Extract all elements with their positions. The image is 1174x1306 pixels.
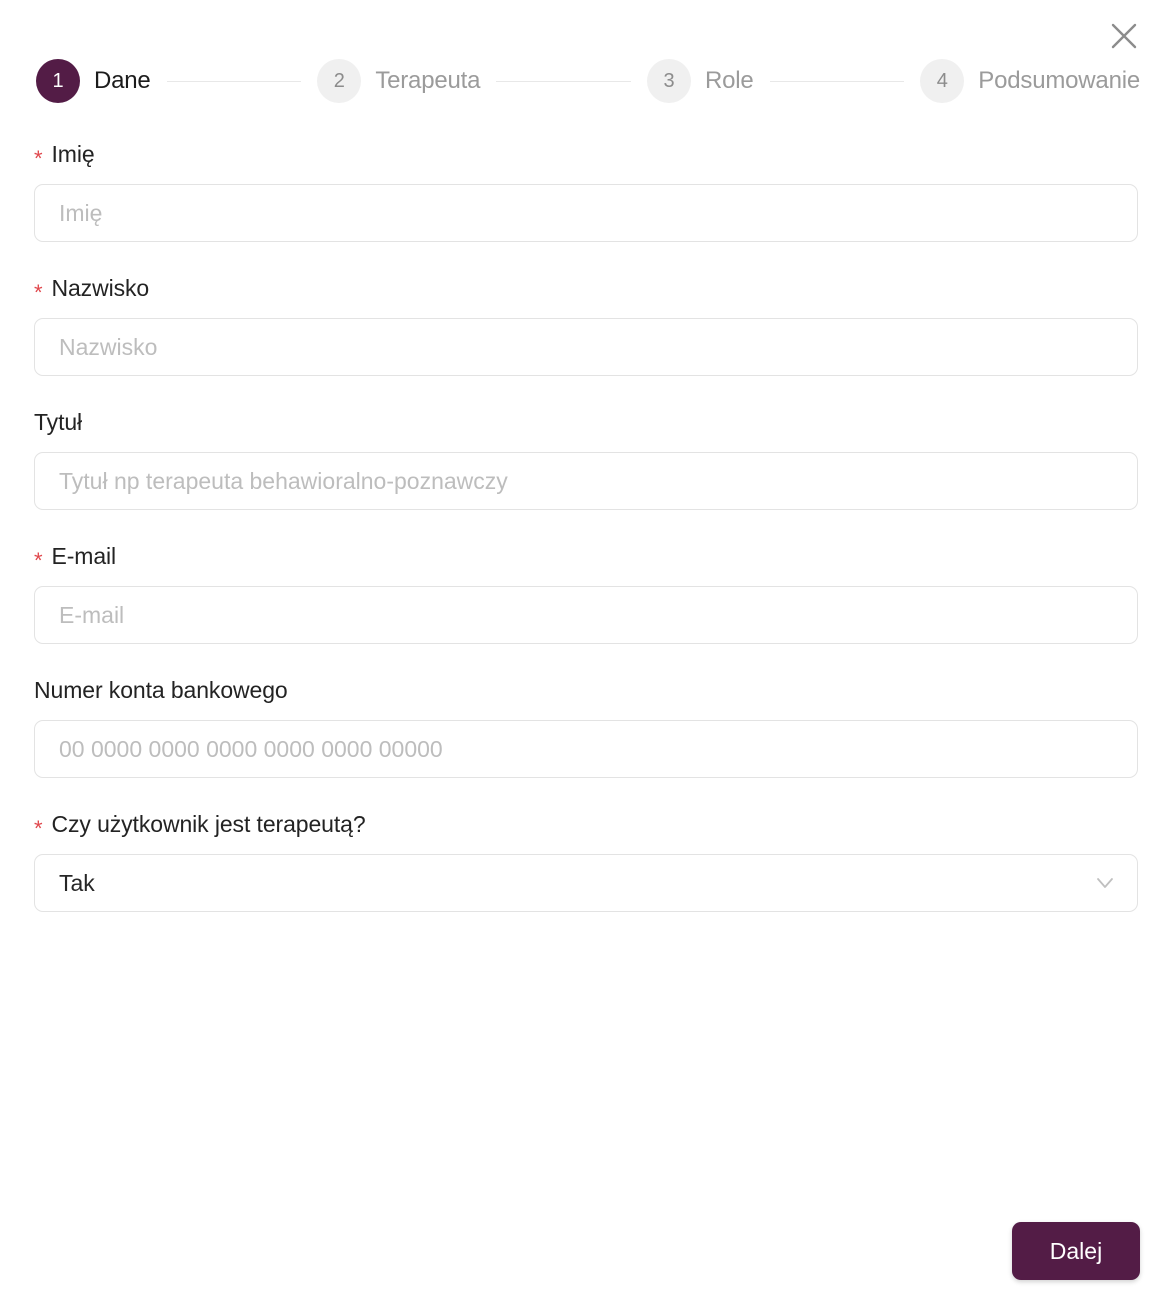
step-label: Role <box>705 67 754 94</box>
field-imie <box>34 141 1140 242</box>
next-button[interactable]: Dalej <box>1012 1222 1140 1280</box>
step-number: 4 <box>920 59 964 103</box>
close-button[interactable] <box>1102 14 1146 58</box>
required-asterisk: * <box>34 146 43 171</box>
required-asterisk: * <box>34 280 43 305</box>
field-label <box>34 677 1140 704</box>
required-asterisk: * <box>34 548 43 573</box>
step-number: 1 <box>36 59 80 103</box>
step-podsumowanie[interactable] <box>920 59 1140 103</box>
required-asterisk: * <box>34 816 43 841</box>
field-nazwisko <box>34 275 1140 376</box>
field-czy-terapeuta <box>34 811 1140 912</box>
step-number: 2 <box>317 59 361 103</box>
field-email <box>34 543 1140 644</box>
step-dane[interactable] <box>36 59 151 103</box>
step-separator <box>167 81 302 82</box>
field-label <box>34 811 1140 841</box>
step-number: 3 <box>647 59 691 103</box>
field-label <box>34 543 1140 573</box>
field-label <box>34 275 1140 305</box>
step-separator <box>770 81 905 82</box>
stepper <box>34 0 1140 103</box>
czy-terapeuta-select[interactable] <box>34 854 1138 912</box>
field-label-text: Tytuł <box>34 409 83 435</box>
step-terapeuta[interactable] <box>317 59 480 103</box>
field-label-text: Numer konta bankowego <box>34 677 288 703</box>
field-label-text: Nazwisko <box>51 275 150 301</box>
field-label-text: Imię <box>51 141 95 167</box>
user-form <box>34 103 1140 912</box>
step-role[interactable] <box>647 59 754 103</box>
field-label-text: E-mail <box>51 543 117 569</box>
imie-input[interactable] <box>34 184 1138 242</box>
field-tytul <box>34 409 1140 510</box>
step-label: Podsumowanie <box>978 67 1140 94</box>
step-label: Dane <box>94 67 151 94</box>
email-input[interactable] <box>34 586 1138 644</box>
nazwisko-input[interactable] <box>34 318 1138 376</box>
tytul-input[interactable] <box>34 452 1138 510</box>
field-label-text: Czy użytkownik jest terapeutą? <box>51 811 366 837</box>
select-value[interactable]: Tak <box>34 854 1138 912</box>
field-label <box>34 409 1140 436</box>
field-numer-konta <box>34 677 1140 778</box>
modal-footer <box>34 1222 1140 1280</box>
numer-konta-input[interactable] <box>34 720 1138 778</box>
close-icon <box>1109 21 1139 51</box>
step-separator <box>496 81 631 82</box>
step-label: Terapeuta <box>375 67 481 94</box>
field-label <box>34 141 1140 171</box>
